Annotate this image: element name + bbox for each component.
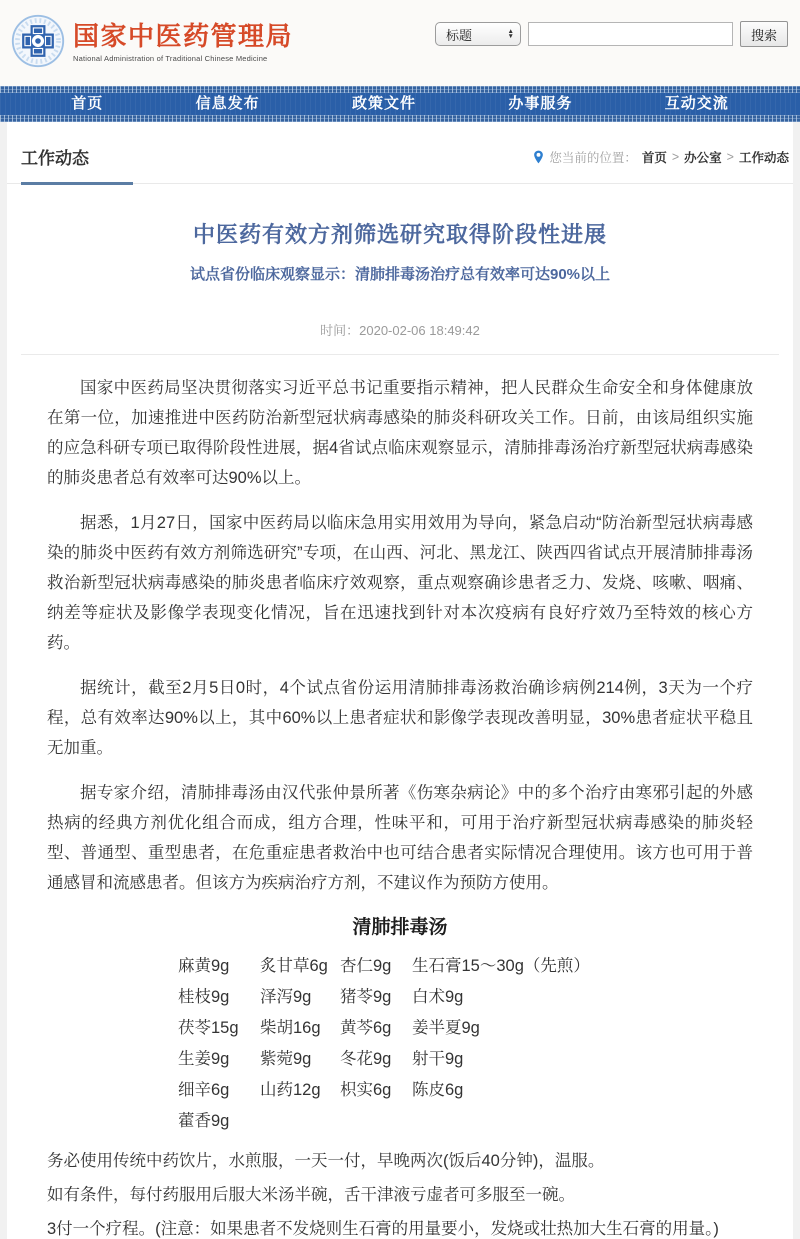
nav-border-pattern-top bbox=[0, 86, 800, 93]
ingredient-cell: 陈皮6g bbox=[412, 1081, 464, 1099]
section-header-row bbox=[7, 122, 793, 184]
article-paragraph: 据统计，截至2月5日0时，4个试点省份运用清肺排毒汤救治确诊病例214例，3天为一个疗程，总有效率达90%以上，其中60%以上患者症状和影像学表现改善明显，30%患者症状平稳且无加重。 bbox=[47, 679, 753, 757]
ingredient-cell: 藿香9g bbox=[178, 1112, 230, 1130]
title-divider bbox=[21, 354, 779, 355]
ingredient-cell: 桂枝9g bbox=[178, 988, 230, 1006]
search-bar bbox=[435, 21, 788, 47]
ingredient-cell: 茯苓15g bbox=[178, 1019, 239, 1037]
natcm-emblem-icon bbox=[10, 13, 66, 74]
article-paragraph: 据专家介绍，清肺排毒汤由汉代张仲景所著《伤寒杂病论》中的多个治疗由寒邪引起的外感热病的经典方剂优化组合而成，组方合理，性味平和，可用于治疗新型冠状病毒感染的肺炎轻型、普通型、重型患者，在危重症患者救治中也可结合患者实际情况合理使用。该方也可用于普通感冒和流感患者。但该方为疾病治疗方剂，不建议作为预防方使用。 bbox=[47, 784, 753, 892]
location-pin-icon bbox=[533, 150, 544, 164]
breadcrumb-label: 您当前的位置： bbox=[549, 150, 637, 165]
search-category-select[interactable] bbox=[435, 22, 521, 46]
ingredient-cell: 泽泻9g bbox=[260, 988, 312, 1006]
breadcrumb-link-current[interactable]: 工作动态 bbox=[738, 150, 789, 165]
breadcrumb-separator: > bbox=[726, 149, 734, 164]
ingredient-cell: 细辛6g bbox=[178, 1081, 230, 1099]
ingredient-cell: 猪苓9g bbox=[340, 988, 392, 1006]
breadcrumb-link-home[interactable]: 首页 bbox=[641, 150, 667, 165]
article bbox=[7, 218, 793, 1239]
search-input[interactable] bbox=[528, 22, 733, 46]
usage-instruction: 3付一个疗程。(注意：如果患者不发烧则生石膏的用量要小，发烧或壮热加大生石膏的用量。) bbox=[47, 1220, 719, 1238]
ingredient-cell: 黄芩6g bbox=[340, 1019, 392, 1037]
ingredient-cell: 射干9g bbox=[412, 1050, 464, 1068]
nav-item-policy[interactable]: 政策文件 bbox=[351, 95, 416, 112]
chevron-updown-icon: ▲ ▼ bbox=[507, 28, 514, 40]
ingredient-cell: 姜半夏9g bbox=[412, 1019, 480, 1037]
page-body bbox=[7, 122, 793, 1239]
ingredient-cell: 山药12g bbox=[260, 1081, 321, 1099]
breadcrumb bbox=[533, 148, 789, 166]
site-title: 国家中医药管理局 bbox=[73, 21, 294, 52]
nav-item-interaction[interactable]: 互动交流 bbox=[664, 95, 729, 112]
prescription-table bbox=[178, 951, 753, 1137]
site-header bbox=[0, 0, 800, 86]
search-category-value: 标题 bbox=[445, 27, 472, 43]
nav-item-home[interactable]: 首页 bbox=[71, 95, 104, 112]
article-subtitle: 试点省份临床观察显示：清肺排毒汤治疗总有效率可达90%以上 bbox=[189, 266, 611, 283]
nav-item-services[interactable]: 办事服务 bbox=[508, 95, 573, 112]
article-timestamp bbox=[47, 320, 753, 339]
ingredient-cell: 白术9g bbox=[412, 988, 464, 1006]
nav-border-pattern-bottom bbox=[0, 115, 800, 122]
ingredient-cell bbox=[340, 1106, 412, 1137]
site-title-english: National Administration of Traditional Chinese Medicine bbox=[73, 53, 268, 63]
breadcrumb-link-office[interactable]: 办公室 bbox=[684, 150, 722, 165]
ingredient-cell: 生石膏15～30g（先煎） bbox=[412, 957, 590, 975]
ingredient-cell bbox=[412, 1106, 753, 1137]
ingredient-cell: 炙甘草6g bbox=[260, 957, 328, 975]
section-title[interactable]: 工作动态 bbox=[21, 149, 89, 168]
usage-instruction: 如有条件，每付药服用后服大米汤半碗，舌干津液亏虚者可多服至一碗。 bbox=[47, 1186, 575, 1204]
article-paragraph: 国家中医药局坚决贯彻落实习近平总书记重要指示精神，把人民群众生命安全和身体健康放在第一位，加速推进中医药防治新型冠状病毒感染的肺炎科研攻关工作。日前，由该局组织实施的应急科研专项已取得阶段性进展，据4省试点临床观察显示，清肺排毒汤治疗新型冠状病毒感染的肺炎患者总有效率可达90%以上。 bbox=[47, 379, 753, 487]
site-logo[interactable] bbox=[10, 13, 293, 74]
ingredient-cell: 柴胡16g bbox=[260, 1019, 321, 1037]
breadcrumb-separator: > bbox=[671, 149, 680, 164]
ingredient-cell: 杏仁9g bbox=[340, 957, 392, 975]
logo-text bbox=[73, 23, 293, 62]
ingredient-cell: 枳实6g bbox=[340, 1081, 392, 1099]
nav-menu bbox=[0, 93, 800, 115]
ingredient-cell: 生姜9g bbox=[178, 1050, 230, 1068]
article-title: 中医药有效方剂筛选研究取得阶段性进展 bbox=[192, 222, 607, 247]
nav-item-news[interactable]: 信息发布 bbox=[195, 95, 260, 112]
ingredient-cell: 麻黄9g bbox=[178, 957, 230, 975]
ingredient-cell: 紫菀9g bbox=[260, 1050, 312, 1068]
search-button[interactable]: 搜索 bbox=[740, 21, 788, 47]
usage-instruction: 务必使用传统中药饮片，水煎服，一天一付，早晚两次(饭后40分钟)，温服。 bbox=[47, 1152, 605, 1170]
main-nav bbox=[0, 86, 800, 122]
ingredient-cell: 冬花9g bbox=[340, 1050, 392, 1068]
prescription-title: 清肺排毒汤 bbox=[352, 917, 448, 938]
timestamp-value: 2020-02-06 18:49:42 bbox=[359, 323, 480, 338]
timestamp-label: 时间： bbox=[320, 323, 360, 338]
article-paragraph: 据悉，1月27日，国家中医药局以临床急用实用效用为导向，紧急启动“防治新型冠状病毒感染的肺炎中医药有效方剂筛选研究”专项，在山西、河北、黑龙江、陕西四省试点开展清肺排毒汤救治新型冠状病毒感染的肺炎患者临床疗效观察，重点观察确诊患者乏力、发烧、咳嗽、咽痛、纳差等症状及影像学表现变化情况，旨在迅速找到针对本次疫病有良好疗效乃至特效的核心方药。 bbox=[47, 514, 753, 652]
ingredient-cell bbox=[260, 1106, 340, 1137]
